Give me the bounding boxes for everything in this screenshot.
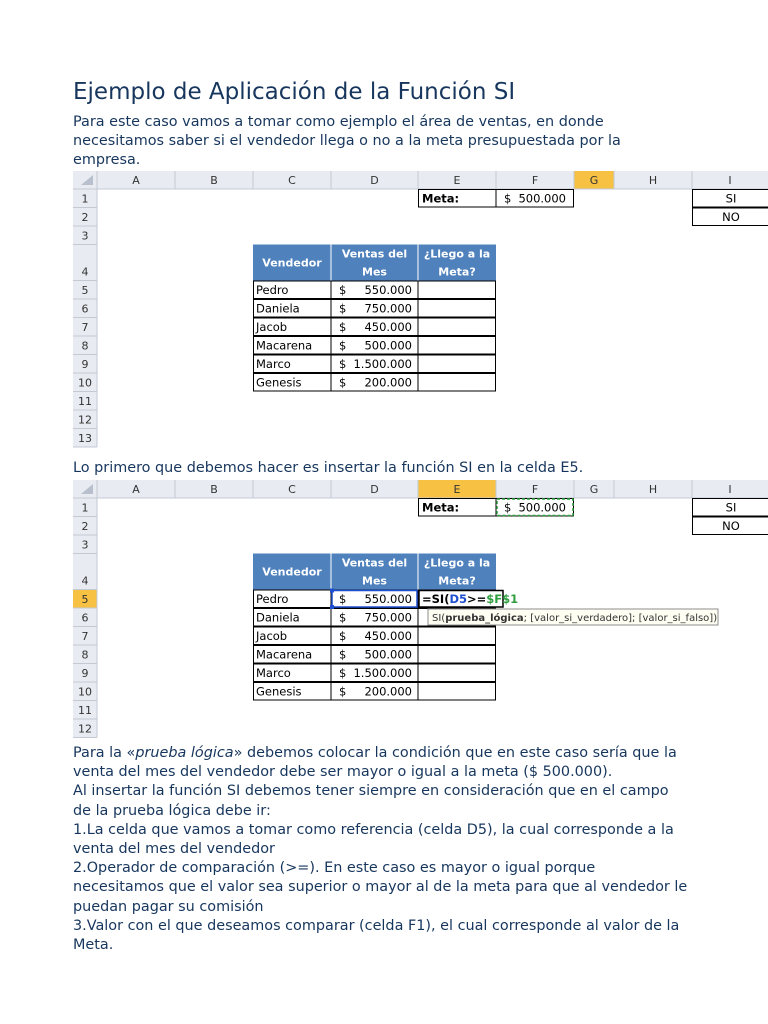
vendor-name: Genesis [256,684,302,699]
row-number: 1 [81,192,89,206]
explanation-line: puedan pagar su comisión [73,898,264,915]
row-number: 6 [81,611,89,625]
meta-label: Meta: [422,191,460,206]
intro-line: necesitamos saber si el vendedor llega o no a la meta presupuestada por la [73,133,621,150]
column-header-f: F [531,174,539,187]
header-vendedor: Vendedor [262,256,322,270]
row-number: 7 [81,630,89,643]
option-si: SI [725,500,737,515]
row-number: 1 [81,501,89,515]
d5-corner-handle [330,589,334,593]
sales-value: 450.000 [364,320,412,334]
row-number: 9 [81,667,89,680]
sales-currency: $ [339,283,347,297]
column-header-d: D [370,174,379,187]
explanation-line: Meta. [73,937,114,954]
step1-paragraph [73,459,713,478]
sales-value: 500.000 [364,338,412,353]
row-number: 7 [81,321,89,334]
column-header-c: C [288,483,296,496]
row-number: 8 [81,339,89,353]
column-header-i: I [728,483,732,496]
explanation-line: de la prueba lógica debe ir: [73,802,271,819]
sales-value: 1.500.000 [353,357,412,371]
sales-currency: $ [339,320,347,334]
header-llego-line1: ¿Llego a la [423,556,491,570]
header-llego-line2: Meta? [438,265,476,279]
row-number: 4 [81,574,89,588]
row-number: 10 [78,685,92,699]
row-number: 12 [78,722,92,736]
column-header-g: G [589,483,599,496]
header-ventas-line2: Mes [362,265,387,279]
column-header-h: H [648,483,658,496]
meta-value: 500.000 [518,500,566,515]
explanation-line: necesitamos que el valor sea superior o mayor al de la meta para que al vendedor le [73,879,688,896]
header-vendedor: Vendedor [262,565,322,579]
vendor-name: Pedro [256,592,289,606]
row-number: 10 [78,376,92,390]
option-no: NO [722,210,740,224]
column-header-bar [73,171,768,189]
header-ventas-line1: Ventas del [341,247,408,261]
column-header-h: H [648,174,658,187]
meta-value: 500.000 [518,191,566,206]
column-header-a: A [132,174,140,187]
row-number: 9 [81,358,89,371]
row-number: 11 [78,395,92,408]
header-ventas-line1: Ventas del [341,556,408,570]
sales-currency: $ [339,338,347,353]
sales-currency: $ [339,610,347,625]
meta-currency: $ [504,500,512,515]
vendor-name: Daniela [256,610,300,625]
formula-op: >= [467,592,487,606]
sales-currency: $ [339,629,347,643]
column-header-i: I [728,174,732,187]
meta-currency: $ [504,191,512,206]
formula-text [422,592,518,606]
tooltip-post: ; [valor_si_verdadero]; [valor_si_falso]) [523,613,718,624]
sales-currency: $ [339,647,347,662]
vendor-name: Macarena [256,647,313,662]
vendor-name: Macarena [256,338,313,353]
header-llego-line1: ¿Llego a la [423,247,491,261]
vendor-name: Daniela [256,301,300,316]
column-header-b: B [210,174,218,187]
function-tooltip-text [432,612,717,624]
sales-value: 750.000 [364,301,412,316]
page-title: Ejemplo de Aplicación de la Función SI [73,79,516,105]
formula-abs-ref: $F$1 [486,592,519,606]
row-number: 11 [78,704,92,717]
sales-value: 200.000 [364,375,412,390]
row-number: 3 [81,538,89,552]
explanation-paragraph [73,744,713,955]
meta-label: Meta: [422,500,460,515]
column-header-d: D [370,483,379,496]
sales-currency: $ [339,592,347,606]
column-header-c: C [288,174,296,187]
explanation-line: Al insertar la función SI debemos tener siempre en consideración que en el campo [73,783,669,800]
sales-currency: $ [339,301,347,316]
sales-value: 750.000 [364,610,412,625]
column-header-b: B [210,483,218,496]
explanation-line: 3.Valor con el que deseamos comparar (celda F1), el cual corresponde al valor de la [73,917,680,934]
row-number: 8 [81,648,89,662]
vendor-name: Marco [256,357,291,371]
option-si: SI [725,191,737,206]
row-number: 3 [81,229,89,243]
text-span: » debemos colocar la condición que en este caso sería que la [233,745,677,761]
emphasis-prueba-logica: prueba lógica [135,745,234,761]
sales-value: 450.000 [364,629,412,643]
sales-value: 1.500.000 [353,666,412,680]
explanation-line: 2.Operador de comparación (>=). En este caso es mayor o igual porque [73,860,596,877]
vendor-name: Genesis [256,375,302,390]
vendor-name: Jacob [256,629,288,643]
sales-value: 500.000 [364,647,412,662]
formula-eq: =SI( [422,592,450,606]
explanation-line-1 [73,744,713,763]
tooltip-pre: SI( [432,613,446,624]
explanation-line: venta del mes del vendedor [73,841,275,858]
column-header-g: G [589,174,599,187]
header-ventas-line2: Mes [362,574,387,588]
tooltip-bold: prueba_lógica [445,613,524,624]
sales-currency: $ [339,375,347,390]
column-header-e: E [453,483,461,496]
row-number: 2 [81,211,89,224]
row-number: 4 [81,265,89,279]
header-llego-line2: Meta? [438,574,476,588]
d5-corner-handle [330,605,334,609]
text-span: Para la « [73,745,136,761]
intro-line: Para este caso vamos a tomar como ejemplo el área de ventas, en donde [73,114,604,130]
option-no: NO [722,519,740,533]
sales-value: 200.000 [364,684,412,699]
formula-ref: D5 [449,592,468,606]
sales-currency: $ [339,684,347,699]
intro-line: empresa. [73,152,141,169]
step1-text: Lo primero que debemos hacer es insertar la función SI en la celda E5. [73,460,584,476]
intro-paragraph [73,113,713,171]
sales-value: 550.000 [364,592,412,606]
column-header-f: F [531,483,539,496]
sales-currency: $ [339,357,347,371]
column-header-e: E [453,174,461,187]
sales-value: 550.000 [364,283,412,297]
column-header-a: A [132,483,140,496]
row-number: 5 [81,593,89,606]
row-number: 12 [78,413,92,427]
row-number: 6 [81,302,89,316]
sales-currency: $ [339,666,347,680]
vendor-name: Pedro [256,283,289,297]
vendor-name: Marco [256,666,291,680]
row-number: 2 [81,520,89,533]
vendor-name: Jacob [256,320,288,334]
row-number: 5 [81,284,89,297]
explanation-line: 1.La celda que vamos a tomar como referencia (celda D5), la cual corresponde a la [73,821,674,838]
spreadsheet-2 [73,480,768,738]
spreadsheet-1 [73,171,768,449]
row-number: 13 [78,432,92,445]
explanation-line: venta del mes del vendedor debe ser mayor o igual a la meta ($ 500.000). [73,764,613,781]
